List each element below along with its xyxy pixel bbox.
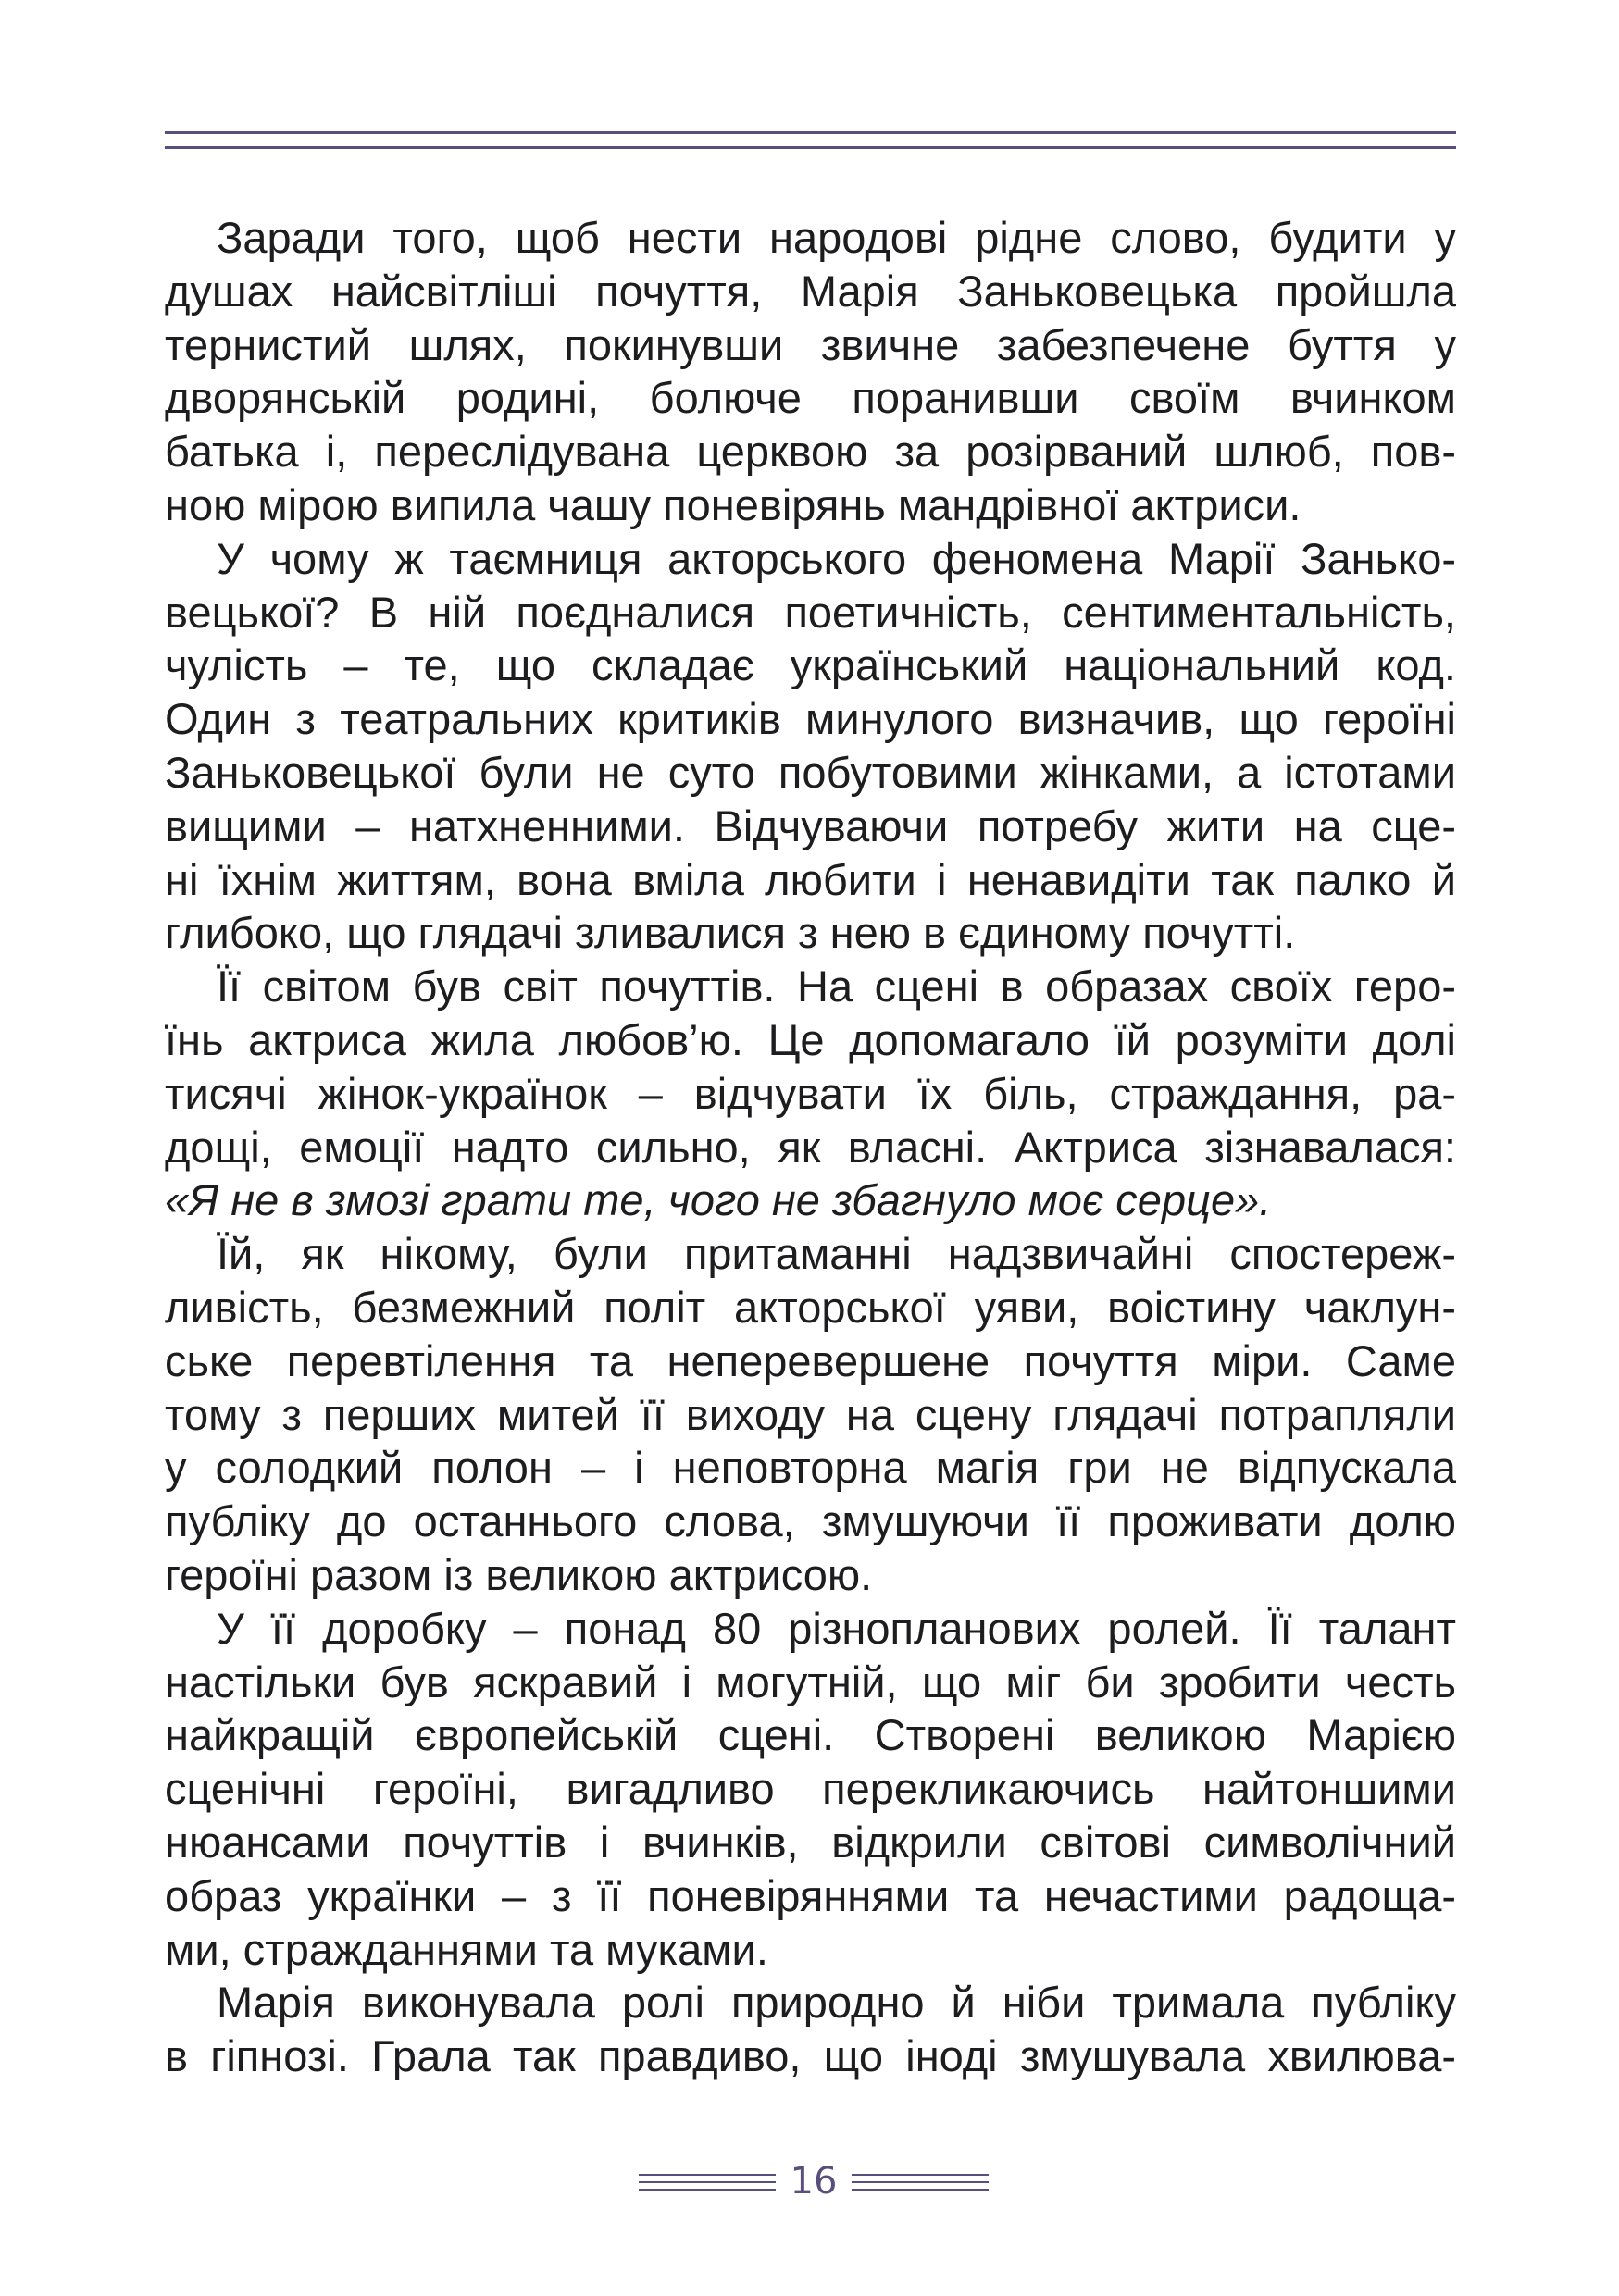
text-line: найкращій європейській сцені. Створені великою Марією: [165, 1710, 1456, 1760]
text-line: публіку до останнього слова, змушуючи її проживати долю: [165, 1496, 1456, 1546]
quote-line: «Я не в змозі грати те, чого не збагнуло моє серце».: [165, 1175, 1272, 1225]
text-line: Марія виконувала ролі природно й ніби тримала публіку: [217, 1978, 1456, 2028]
footer-rule-left: [639, 2174, 776, 2176]
text-line: Заради того, щоб нести народові рідне слово, будити у: [217, 213, 1456, 262]
text-line: У чому ж таємниця акторського феномена Марії Занько-: [217, 533, 1456, 583]
footer-rule-left: [639, 2189, 776, 2191]
text-line: вецької? В ній поєдналися поетичність, сентиментальність,: [165, 587, 1456, 637]
text-line: вищими – натхненними. Відчуваючи потребу жити на сце-: [165, 800, 1456, 850]
text-line: тому з перших митей її виходу на сцену глядачі потрапляли: [165, 1389, 1456, 1439]
text-line: чулість – те, що складає український національний код.: [165, 640, 1456, 690]
page-number: 16: [790, 2160, 838, 2203]
text-line: ливість, безмежний політ акторської уяви, воістину чаклун-: [165, 1282, 1456, 1332]
text-line: глибоко, що глядачі зливалися з нею в єдиному почутті.: [165, 908, 1296, 958]
text-line: дощі, емоції надто сильно, як власні. Актриса зізнавалася:: [165, 1122, 1456, 1172]
page-footer: [0, 2153, 1619, 2209]
footer-rule-right: [852, 2181, 989, 2183]
text-line: їнь актриса жила любов’ю. Це допомагало їй розуміти долі: [165, 1014, 1456, 1064]
text-line: у солодкий полон – і неповторна магія гри не відпускала: [165, 1443, 1456, 1493]
text-line: батька і, переслідувана церквою за розірваний шлюб, пов-: [165, 427, 1456, 477]
text-line: У її доробку – понад 80 різнопланових ролей. Її талант: [217, 1603, 1456, 1653]
footer-rule-left: [639, 2181, 776, 2183]
text-line: Її світом був світ почуттів. На сцені в образах своїх геро-: [217, 962, 1456, 1011]
text-line: образ українки – з її поневіряннями та нечастими радоща-: [165, 1870, 1456, 1920]
header-rule-top: [165, 131, 1456, 134]
text-line: настільки був яскравий і могутній, що міг би зробити честь: [165, 1657, 1456, 1706]
text-line: в гіпнозі. Грала так правдиво, що іноді змушувала хвилюва-: [165, 2031, 1456, 2081]
text-line: Один з театральних критиків минулого визначив, що героїні: [165, 694, 1456, 744]
text-line: ні їхнім життям, вона вміла любити і ненавидіти так палко й: [165, 854, 1456, 904]
text-line: героїні разом із великою актрисою.: [165, 1549, 873, 1599]
header-rule-bottom: [165, 146, 1456, 149]
text-line: сценічні героїні, вигадливо перекликаючись найтоншими: [165, 1764, 1456, 1814]
body-text: [165, 211, 1456, 2083]
text-line: Їй, як нікому, були притаманні надзвичайні спостереж-: [217, 1229, 1456, 1279]
footer-rule-right: [852, 2189, 989, 2191]
text-line: ми, стражданнями та муками.: [165, 1924, 768, 1974]
text-line: тернистий шлях, покинувши звичне забезпечене буття у: [165, 319, 1456, 369]
text-line: тисячі жінок-українок – відчувати їх біль, страждання, ра-: [165, 1068, 1456, 1118]
text-line: ське перевтілення та неперевершене почуття міри. Саме: [165, 1335, 1456, 1385]
text-line: душах найсвітліші почуття, Марія Заньковецька пройшла: [165, 266, 1456, 316]
text-line: дворянській родині, болюче поранивши своїм вчинком: [165, 373, 1456, 423]
text-line: Заньковецької були не суто побутовими жінками, а істотами: [165, 747, 1456, 797]
footer-rule-right: [852, 2174, 989, 2176]
text-line: ною мірою випила чашу поневірянь мандрівної актриси.: [165, 479, 1301, 529]
text-line: нюансами почуттів і вчинків, відкрили світові символічний: [165, 1817, 1456, 1867]
